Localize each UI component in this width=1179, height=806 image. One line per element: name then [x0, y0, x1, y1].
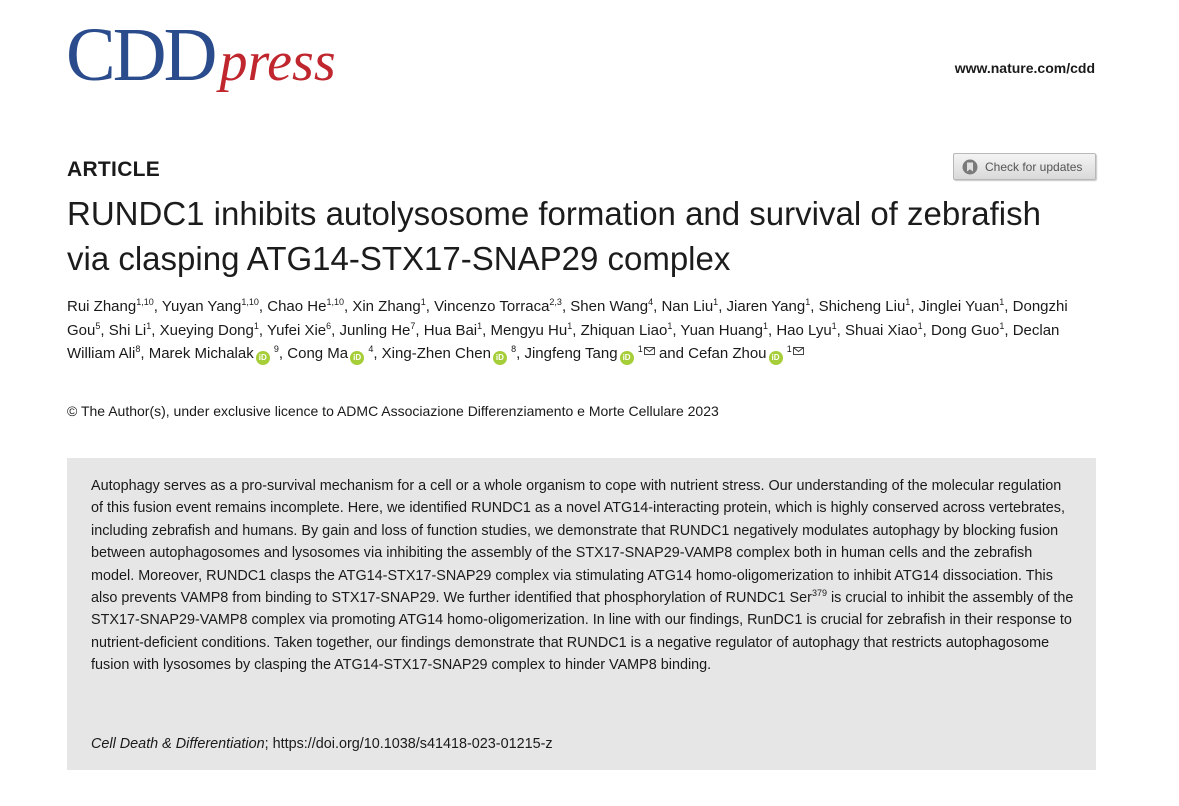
author-entry: [581, 322, 673, 339]
author-entry: [352, 298, 425, 315]
site-url-link[interactable]: www.nature.com/cdd: [954, 60, 1095, 76]
author-name[interactable]: Cong Ma: [287, 345, 349, 362]
author-name[interactable]: Marek Michalak: [148, 345, 254, 362]
abstract-box: [67, 458, 1096, 770]
journal-logo[interactable]: [66, 10, 336, 100]
author-affiliation: 6: [326, 320, 332, 331]
author-affiliation: 1: [762, 320, 768, 331]
author-affiliation: 1,10: [241, 297, 259, 307]
author-entry: [160, 322, 259, 339]
author-name[interactable]: Yufei Xie: [266, 321, 327, 339]
check-for-updates-label: Check for updates: [985, 159, 1083, 174]
author-name[interactable]: Cefan Zhou: [688, 345, 767, 362]
author-name[interactable]: Shuai Xiao: [845, 321, 918, 339]
author-entry: [661, 298, 718, 315]
mail-icon[interactable]: [644, 347, 655, 355]
author-name[interactable]: Nan Liu: [661, 298, 714, 315]
author-entry: [109, 322, 152, 339]
article-title: RUNDC1 inhibits autolysosome formation and survival of zebrafish via clasping ATG14-STX17-SNAP29 complex: [67, 195, 1041, 277]
author-affiliation: 1: [917, 320, 923, 331]
author-list: Rui Zhang$^{1,10}$, Yuyan Yang$^{1,10}$, Chao He$^{1,10}$, Xin Zhang$^1$, Vincenzo Torraca$^{2,3}$, Shen Wang$^4$, Nan Liu$^1$, Jiaren Yang$^1$, Shicheng Liu$^1$, Jinglei Yuan$^1$, Dongzhi Gou$^5$, Shi Li$^1$, Xueying Dong$^1$, Yufei Xie$^6$, Junling He$^7$, Hua Bai$^1$, Mengyu Hu$^1$, Zhiquan Liao$^1$, Yuan Huang$^1$, Hao Lyu$^1$, Shuai Xiao$^1$, Dong Guo$^1$, Declan William Ali$^8$, Marek Michalak iD $^9$, Cong Ma iD $^4$, Xing-Zhen Chen iD $^8$, Jingfeng Tang iD $^1$ and Cefan Zhou iD $^1$: [67, 295, 1107, 366]
author-name[interactable]: Shen Wang: [570, 298, 649, 315]
author-affiliation: 1: [713, 297, 719, 307]
bookmark-icon: [962, 159, 978, 175]
author-entry: [424, 322, 482, 339]
author-name[interactable]: Xueying Dong: [159, 321, 254, 339]
author-entry: [162, 298, 259, 315]
author-affiliation: 1: [420, 297, 426, 307]
doi-link[interactable]: https://doi.org/10.1038/s41418-023-01215-z: [272, 736, 553, 752]
author-name[interactable]: Junling He: [339, 321, 411, 339]
author-affiliation: 7: [410, 320, 416, 331]
author-entry: [727, 298, 811, 315]
author-affiliation: 1,10: [326, 297, 344, 307]
orcid-icon[interactable]: iD: [769, 351, 783, 365]
author-affiliation: 1: [999, 297, 1005, 307]
author-name[interactable]: Zhiquan Liao: [580, 321, 668, 339]
citation: [91, 736, 553, 752]
author-name[interactable]: Vincenzo Torraca: [434, 298, 550, 315]
author-affiliation: 1: [831, 320, 837, 331]
author-affiliation: 1,10: [136, 297, 154, 307]
author-entry: [67, 298, 154, 315]
author-affiliation: 9: [273, 344, 279, 354]
author-name[interactable]: Xing-Zhen Chen: [381, 345, 491, 362]
author-entry: [845, 322, 923, 339]
authors-and-word: and: [658, 345, 684, 362]
author-name[interactable]: Yuyan Yang: [161, 298, 242, 315]
author-name[interactable]: Jiaren Yang: [726, 298, 806, 315]
author-name[interactable]: Hao Lyu: [776, 321, 832, 339]
citation-separator: ;: [264, 736, 273, 752]
author-entry: [340, 322, 416, 339]
mail-icon[interactable]: [793, 347, 804, 355]
author-entry: [267, 298, 344, 315]
author-name[interactable]: Jingfeng Tang: [524, 345, 618, 362]
author-affiliation: 2,3: [549, 297, 562, 307]
logo-cdd-text: CDD: [66, 13, 215, 97]
check-for-updates-button[interactable]: [953, 153, 1096, 180]
author-name[interactable]: Chao He: [267, 298, 327, 315]
author-name[interactable]: Mengyu Hu: [490, 321, 568, 339]
author-name[interactable]: Shi Li: [108, 321, 147, 339]
author-entry: [434, 298, 562, 315]
author-entry: [688, 345, 804, 362]
author-affiliation: 4: [648, 297, 654, 307]
author-affiliation: 4: [368, 344, 374, 354]
author-affiliation: 1: [667, 320, 673, 331]
author-entry: [524, 345, 654, 362]
orcid-icon[interactable]: iD: [350, 351, 364, 365]
author-entry: [491, 322, 573, 339]
author-affiliation: 1: [477, 320, 483, 331]
author-name[interactable]: Shicheng Liu: [818, 298, 906, 315]
author-name[interactable]: Xin Zhang: [352, 298, 421, 315]
author-affiliation: 1: [786, 344, 792, 354]
abstract-text-part2: is crucial to inhibit the assembly of the STX17-SNAP29-VAMP8 complex via promoting ATG14 homo-oligomerization. In line with our findings, RunDC1 is crucial for zebrafish in their response to nutrient-deficient conditions. Taken together, our findings demonstrate that RUNDC1 is a negative regulator of autophagy that restricts autophagosome fusion with lysosomes by clasping the ATG14-STX17-SNAP29 complex to hinder VAMP8 binding.: [91, 590, 1074, 674]
author-affiliation: 1: [805, 297, 811, 307]
author-entry: [149, 345, 279, 362]
author-entry: [819, 298, 911, 315]
article-type-label: ARTICLE: [67, 158, 161, 181]
author-entry: [287, 345, 373, 362]
author-entry: [680, 322, 768, 339]
author-affiliation: 1: [253, 320, 259, 331]
author-affiliation: 1: [999, 320, 1005, 331]
author-name[interactable]: Dongzhi Gou: [67, 298, 1068, 339]
author-entry: [267, 322, 331, 339]
abstract-text: [91, 475, 1075, 677]
author-name[interactable]: Jinglei Yuan: [918, 298, 1000, 315]
ser-superscript: 379: [811, 588, 827, 599]
author-entry: [919, 298, 1005, 315]
orcid-icon[interactable]: iD: [256, 351, 270, 365]
author-affiliation: 1: [567, 320, 573, 331]
orcid-icon[interactable]: iD: [620, 351, 634, 365]
orcid-icon[interactable]: iD: [493, 351, 507, 365]
author-name[interactable]: Declan William Ali: [67, 321, 1060, 362]
author-name[interactable]: Yuan Huang: [680, 321, 763, 339]
author-entry: [776, 322, 836, 339]
author-affiliation: 5: [95, 320, 101, 331]
author-entry: [931, 322, 1004, 339]
author-entry: [570, 298, 653, 315]
author-affiliation: 1: [637, 344, 643, 354]
author-name[interactable]: Hua Bai: [423, 321, 478, 339]
logo-press-text: press: [219, 31, 336, 93]
citation-journal: Cell Death & Differentiation: [91, 736, 265, 752]
author-affiliation: 8: [135, 344, 141, 354]
copyright-notice: © The Author(s), under exclusive licence to ADMC Associazione Differenziamento e Morte Cellulare 2023: [67, 403, 719, 419]
author-affiliation: 1: [146, 320, 152, 331]
abstract-text-part1: Autophagy serves as a pro-survival mechanism for a cell or a whole organism to cope with nutrient stress. Our understanding of the molecular regulation of this fusion event remains incomplete. Here, we identified RUNDC1 as a novel ATG14-interacting protein, which is highly conserved across vertebrates, including zebrafish and humans. By gain and loss of function studies, we demonstrate that RUNDC1 negatively modulates autophagy by blocking fusion between autophagosomes and lysosomes via inhibiting the assembly of the STX17-SNAP29-VAMP8 complex both in human cells and the zebrafish model. Moreover, RUNDC1 clasps the ATG14-STX17-SNAP29 complex via stimulating ATG14 homo-oligomerization to inhibit ATG14 dissociation. This also prevents VAMP8 from binding to STX17-SNAP29. We further identified that phosphorylation of RUNDC1 Ser: [91, 478, 1065, 607]
author-name[interactable]: Rui Zhang: [67, 298, 137, 315]
author-name[interactable]: Dong Guo: [930, 321, 1000, 339]
author-affiliation: 8: [511, 344, 517, 354]
author-entry: [382, 345, 516, 362]
author-affiliation: 1: [905, 297, 911, 307]
